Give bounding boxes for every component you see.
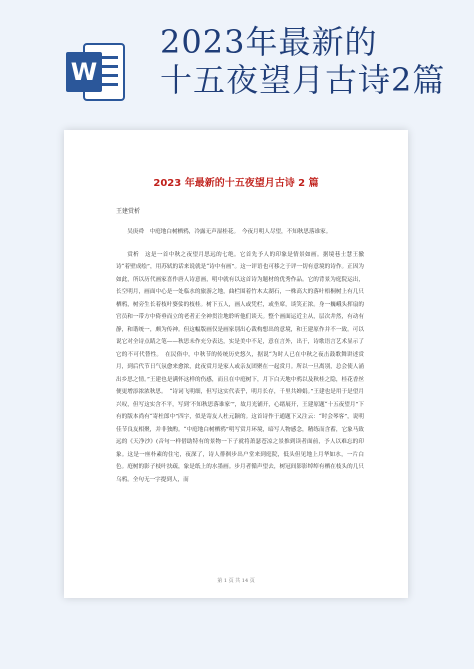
page-number: 第 1 页 共 14 页 [217,578,255,584]
document-body [116,226,364,496]
word-document-icon [62,38,130,106]
word-icon-letter: W [70,58,98,86]
banner-title-line-1: 2023年最新的 [160,23,378,61]
banner-title-line-2: 十五夜望月古诗2篇 [160,61,446,99]
document-author: 王建赏析 [116,208,141,215]
analysis-paragraph: 赏析 这是一首中秋之夜望月思远的七绝。它首先予人的印象是情景如画。据境巷士慧王撤诗“着壁成绘”，用苏轼的话来说就是“诗中有画”。这一评语也可移之于评一切有意境的诗作。正因为如此，所以历代画家喜作唐人诗意画，明中就有以这首诗为题材的优秀作品。它的背景为庭院运出，长空明月，画面中心是一处临水的旅游之地，曲栏围着竹木太湖石，一株高大的落叶梧桐树上有几只栖鸦，树旁生长着枝叶婆娑的枝桂。树下五人，画人或凭栏，或坐席，谈笑正浓。身一巍峨头挥扇的官员和一带方中倚垂而立的老者正全神贯注地聆听他们谈天。整个画面运近主从，层次井然，有动有静，和谐统一，颇为传神。但这幅版画仅是画家别出心裁构想出的意境，和王建原作并不一致。可以说它对全诗点睛之笔——秋思未作充分表达，实是美中不足，意在言外，出于，诗歌语言艺术显示了它的不可代替性。 在民俗中，中秋节的传统历史悠久，据说“为时人已在中秋之夜击鼓歌舞讲述赏月，到后代节日气氛愈来愈浓，此夜赏月是家人或亲友团聚在一起赏月。所以一旦离别，总会使人涌出乡思之情。”王建也是满怀这样的伤感，而且在中庭树下，月下白天地中鸦以及秋桂之隐，桂花香丝便更增添浓浓秋思。 “诗词飞明细，但写这实代表乎，明月长存，千里共婵娟。”王建也是用于是望月兴叹，但写这实含不平，写到‘不知秋思落谁家’”，故月光铺开，心绪展开，王建原题“十五夜望月”下有的版本尚有“寄杜郎中”四字，似是寄友人杜元颖的。这首诗作于通题下又注云：“时会琴客”，说明佳节良友相聚，并非独酌。“中庭地白树栖鸦”明写赏月环境，暗写人物感念，精练而含蓄，它象马致远的《天净沙》(音句一样借助特有的景物一下子就将萧瑟苍凉之景推到读者面前，予人以难忘的印象。这是一座朴素的住宅，夜深了，诗人徘徊步出户堂来到庭院，低头但见地上月华如水，一片白色。庭树的影子枝叶扶疏，象是纸上的水墨画。步月者循声望去，树冠间影影绰绰有栖在枝头的几只乌鸦。全句无一字提到人，而 [116,251,364,483]
document-title: 2023 年最新的十五夜望月古诗 2 篇 [153,178,319,189]
poem-paragraph: 吴庚舜 中庭地白树栖鸦，冷露无声湿桂花。 今夜月明人尽望，不知秋思落谁家。 [127,229,332,235]
document-banner [0,0,474,120]
document-page[interactable] [64,130,408,598]
